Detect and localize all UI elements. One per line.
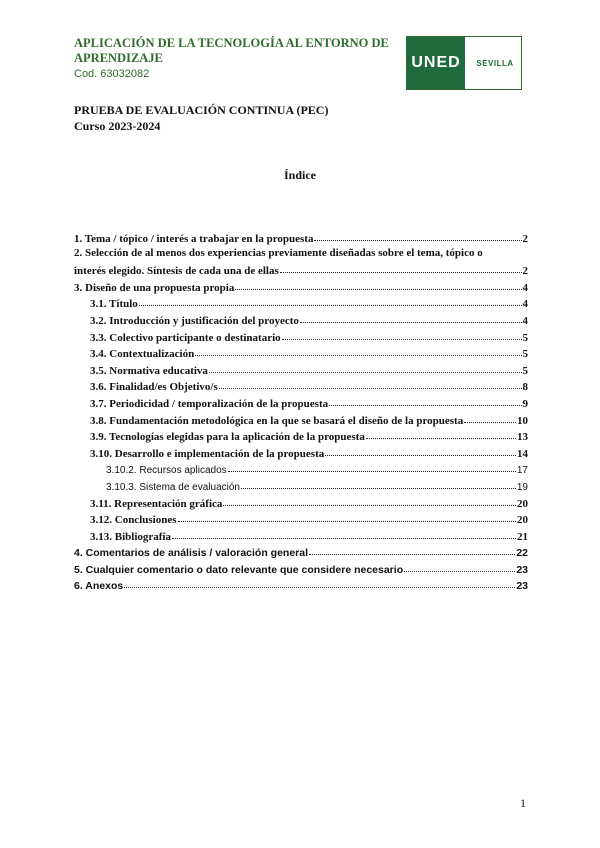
exam-title: PRUEBA DE EVALUACIÓN CONTINUA (PEC): [74, 103, 329, 117]
table-of-contents: [74, 228, 528, 592]
toc-entry[interactable]: [74, 310, 528, 327]
toc-entry-text: 3.2. Introducción y justificación del proyecto: [90, 314, 299, 327]
toc-entry-text: 3.13. Bibliografía: [90, 530, 171, 543]
toc-entry[interactable]: [74, 543, 528, 560]
toc-entry-page: 4: [522, 281, 528, 294]
toc-entry-page: 5: [522, 364, 528, 377]
toc-entry-text: 2. Selección de al menos dos experiencias previamente diseñadas sobre el tema, tópico o: [74, 246, 483, 259]
toc-entry-page: 8: [522, 381, 528, 394]
toc-entry-text: 3.3. Colectivo participante o destinatario: [90, 331, 281, 344]
toc-entry[interactable]: [74, 377, 528, 394]
toc-entry-page: 13: [517, 431, 528, 444]
toc-entry-page: 4: [522, 298, 528, 311]
toc-entry-text: 3.10.2. Recursos aplicados: [106, 465, 227, 477]
course-code: Cod. 63032082: [74, 68, 150, 80]
toc-entry-page: 5: [522, 331, 528, 344]
toc-entry-text: 4. Comentarios de análisis / valoración general: [74, 547, 309, 560]
toc-entry[interactable]: [74, 277, 528, 294]
toc-entry-page: 2: [522, 232, 528, 245]
logo-uned-text: UNED: [407, 37, 465, 89]
toc-entry[interactable]: [74, 344, 528, 361]
toc-entry-text: 6. Anexos: [74, 580, 124, 593]
toc-entry[interactable]: [74, 576, 528, 593]
toc-entry-text: 3. Diseño de una propuesta propia: [74, 281, 235, 294]
uned-logo: [406, 36, 522, 90]
toc-entry[interactable]: [74, 410, 528, 427]
toc-entry[interactable]: [74, 427, 528, 444]
toc-entry[interactable]: [74, 294, 528, 311]
page-number: 1: [520, 796, 526, 810]
toc-entry[interactable]: [74, 393, 528, 410]
toc-entry-text: 3.9. Tecnologías elegidas para la aplicación de la propuesta: [90, 431, 365, 444]
toc-entry[interactable]: [74, 228, 528, 245]
toc-entry-text: 5. Cualquier comentario o dato relevante que considere necesario: [74, 563, 404, 576]
toc-entry-page: 19: [516, 481, 528, 493]
toc-entry[interactable]: [74, 526, 528, 543]
exam-heading: [74, 102, 328, 134]
toc-entry-page: 17: [516, 465, 528, 477]
toc-entry-text: 3.1. Título: [90, 298, 138, 311]
toc-entry-text: 3.12. Conclusiones: [90, 514, 177, 527]
toc-entry-text: 3.5. Normativa educativa: [90, 364, 208, 377]
exam-year: Curso 2023-2024: [74, 119, 161, 133]
toc-entry[interactable]: [74, 460, 528, 477]
toc-entry-page: 20: [517, 497, 528, 510]
toc-entry-text: 3.10.3. Sistema de evaluación: [106, 481, 240, 493]
document-title: APLICACIÓN DE LA TECNOLOGÍA AL ENTORNO DE APRENDIZAJE: [74, 36, 389, 65]
toc-entry-text: 3.11. Representación gráfica: [90, 497, 223, 510]
toc-entry-text: 3.6. Finalidad/es Objetivo/s: [90, 381, 218, 394]
toc-entry-page: 20: [517, 514, 528, 527]
toc-entry[interactable]: [74, 327, 528, 344]
toc-entry[interactable]: [74, 510, 528, 527]
toc-entry-text: 3.4. Contextualización: [90, 348, 195, 361]
toc-entry[interactable]: [74, 493, 528, 510]
toc-entry-text: 1. Tema / tópico / interés a trabajar en la propuesta: [74, 232, 314, 245]
toc-entry-page: 9: [522, 397, 528, 410]
toc-entry-page: 23: [516, 563, 528, 576]
toc-entry-page: 2: [522, 265, 528, 278]
toc-entry-text-cont: interés elegido. Síntesis de cada una de ellas: [74, 265, 279, 278]
toc-entry-page: 23: [516, 580, 528, 593]
toc-entry[interactable]: [74, 443, 528, 460]
index-title: Índice: [283, 168, 316, 182]
toc-entry[interactable]: [74, 559, 528, 576]
toc-entry-page: 21: [517, 530, 528, 543]
logo-sevilla-text: SEVILLA: [476, 58, 514, 68]
toc-entry-text: 3.8. Fundamentación metodológica en la que se basará el diseño de la propuesta: [90, 414, 464, 427]
toc-entry[interactable]: [74, 476, 528, 493]
toc-entry-page: 4: [522, 314, 528, 327]
toc-entry-page: 10: [517, 414, 528, 427]
toc-entry-page: 22: [516, 547, 528, 560]
toc-entry-text: 3.7. Periodicidad / temporalización de la propuesta: [90, 397, 329, 410]
toc-entry[interactable]: [74, 360, 528, 377]
toc-entry[interactable]: [74, 245, 528, 278]
toc-entry-page: 5: [522, 348, 528, 361]
toc-entry-text: 3.10. Desarrollo e implementación de la propuesta: [90, 447, 325, 460]
toc-entry-page: 14: [517, 447, 528, 460]
